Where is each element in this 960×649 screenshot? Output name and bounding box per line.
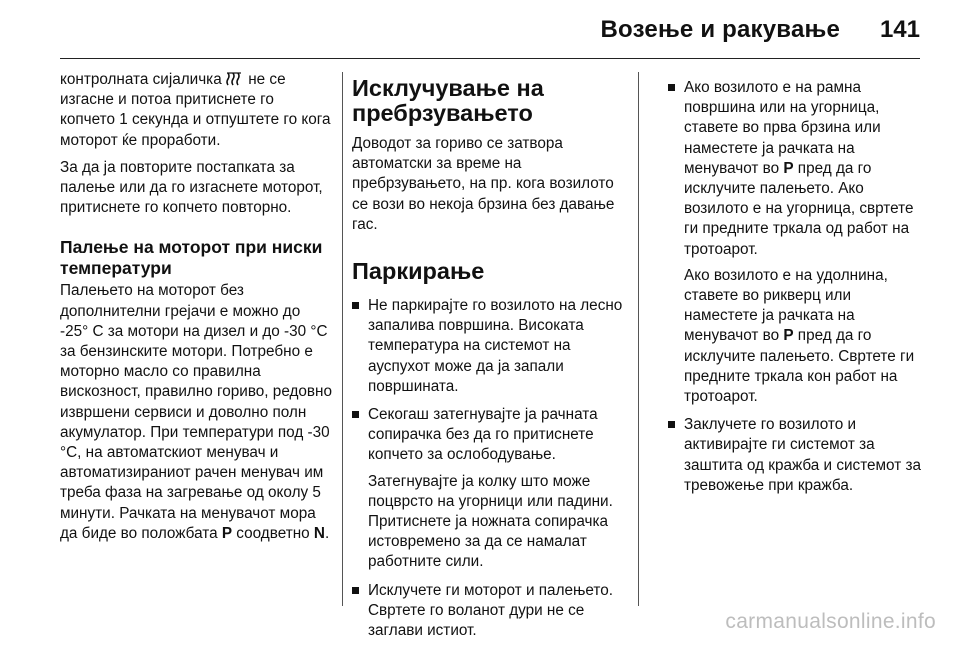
section-heading: Исклучување на пребрзувањето (352, 75, 544, 126)
header-title: Возење и ракување (600, 16, 840, 43)
list-item: Ако возилото е на рамна површина или на угорница, ставете во прва брзина или наместете ја рачката на менувачот во P пред да го исклучите палењето. Ако возилото е на угорница, свртете ги предните тркала од работ на тротоарот. Ако возилото е на удолнина, ставете во рикверц или наместете ја рачката на менувачот во P пред да го исклучите палењето. Свртете ги предните тркала кон работ на тротоарот. (668, 78, 928, 407)
column-3 (668, 78, 928, 504)
paragraph: контролната сијаличка не се изгасне и потоа притиснете го копчето 1 секунда и отпуштете го кога моторот ќе проработи. (60, 71, 331, 149)
list-item: Заклучете го возилото и активирајте ги системот за заштита од кражба и системот за тревожење при кражба. (668, 415, 928, 496)
column-divider-2 (638, 72, 639, 606)
list-item: Исклучете ги моторот и палењето. Свртете го воланот дури не се заглави истиот. (352, 581, 627, 642)
list-item: Секогаш затегнувајте ја рачната сопирачка без да го притиснете копчето за ослободување. Затегнувајте ја колку што може поцврсто на угорници или падини. Притиснете ја ножната сопирачка истовремено за да се намалат работните сили. (352, 405, 627, 573)
header-rule (60, 58, 920, 59)
column-divider-1 (342, 72, 343, 606)
section-heading: Палење на моторот при ниски температури (60, 237, 323, 279)
page-number: 141 (879, 16, 920, 43)
glow-plug-icon (226, 72, 244, 86)
column-1 (60, 70, 332, 551)
paragraph: Палењето на моторот без дополнителни грејачи е можно до -25° C за мотори на дизел и до -30 °C за бензинските мотори. Потребно е моторно масло со правилна вискозност, правилно гориво, редовно извршени сервиси и доволно полн акумулатор. При температури под -30 °C, на автоматскиот менувач и автоматизираниот рачен менувач им треба фаза на загревање од околу 5 минути. Рачката на менувачот мора да биде во положбата P соодветно N. (60, 282, 333, 542)
page-header (0, 0, 960, 58)
bullet-square-icon (352, 411, 359, 418)
list-item: Не паркирајте го возилото на лесно запалива површина. Високата температура на системот на ауспухот може да ја запали површината. (352, 296, 627, 397)
bullet-square-icon (668, 84, 675, 91)
watermark: carmanualsonline.info (725, 610, 936, 633)
section-heading: Паркирање (352, 258, 485, 285)
paragraph: Доводот за гориво се затвора автоматски за време на пребрзувањето, на пр. кога возилото се вози во некоја брзина без давање гас. (352, 135, 615, 233)
paragraph: За да ја повторите постапката за палење или да го изгаснете моторот, притиснете го копчето повторно. (60, 158, 323, 217)
column-2 (352, 76, 627, 649)
bullet-square-icon (668, 421, 675, 428)
bullet-square-icon (352, 302, 359, 309)
bullet-square-icon (352, 587, 359, 594)
